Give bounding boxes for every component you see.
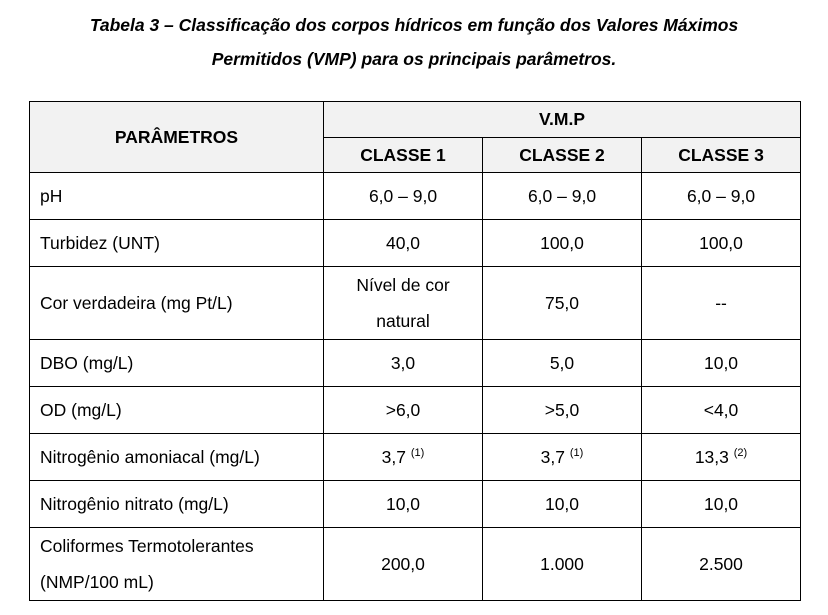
value-cell <box>642 434 801 481</box>
footnote-marker: (1) <box>410 447 425 459</box>
header-row-1 <box>30 102 801 138</box>
value-cell: 10,0 <box>642 340 801 387</box>
table-caption <box>0 8 828 76</box>
vmp-group-header: V.M.P <box>324 102 801 138</box>
value-cell: 200,0 <box>324 528 483 601</box>
value-cell: 5,0 <box>483 340 642 387</box>
value-cell: 40,0 <box>324 220 483 267</box>
table-row <box>30 434 801 481</box>
value-cell <box>324 434 483 481</box>
value-text: 3,7 <box>381 447 406 467</box>
param-cell: Turbidez (UNT) <box>30 220 324 267</box>
value-cell: 6,0 – 9,0 <box>483 173 642 220</box>
value-cell: >6,0 <box>324 387 483 434</box>
value-cell: 3,0 <box>324 340 483 387</box>
value-cell: 2.500 <box>642 528 801 601</box>
value-cell <box>324 267 483 340</box>
value-cell <box>483 434 642 481</box>
param-header: PARÂMETROS <box>30 102 324 173</box>
value-cell: 10,0 <box>642 481 801 528</box>
table-row <box>30 267 801 340</box>
value-cell: <4,0 <box>642 387 801 434</box>
param-cell: DBO (mg/L) <box>30 340 324 387</box>
class-2-header: CLASSE 2 <box>483 138 642 173</box>
class-1-header: CLASSE 1 <box>324 138 483 173</box>
value-cell: 100,0 <box>483 220 642 267</box>
value-text: 3,7 <box>540 447 565 467</box>
vmp-table <box>29 101 801 601</box>
footnote-marker: (2) <box>733 447 748 459</box>
table-row <box>30 528 801 601</box>
table-row <box>30 173 801 220</box>
table-row <box>30 481 801 528</box>
footnote-marker: (1) <box>569 447 584 459</box>
value-cell: 100,0 <box>642 220 801 267</box>
value-cell: 75,0 <box>483 267 642 340</box>
param-cell: OD (mg/L) <box>30 387 324 434</box>
param-cell: Coliformes Termotolerantes (NMP/100 mL) <box>30 528 324 601</box>
natural-color-text: Nível de cor natural <box>356 275 450 331</box>
value-cell: -- <box>642 267 801 340</box>
param-cell: Nitrogênio amoniacal (mg/L) <box>30 434 324 481</box>
value-cell: >5,0 <box>483 387 642 434</box>
table-row <box>30 340 801 387</box>
caption-line-2: Permitidos (VMP) para os principais parâmetros. <box>211 49 617 69</box>
table-row <box>30 220 801 267</box>
param-cell: pH <box>30 173 324 220</box>
param-cell: Nitrogênio nitrato (mg/L) <box>30 481 324 528</box>
param-cell: Cor verdadeira (mg Pt/L) <box>30 267 324 340</box>
table-row <box>30 387 801 434</box>
value-cell: 6,0 – 9,0 <box>324 173 483 220</box>
value-cell: 6,0 – 9,0 <box>642 173 801 220</box>
value-cell: 1.000 <box>483 528 642 601</box>
value-cell: 10,0 <box>324 481 483 528</box>
value-cell: 10,0 <box>483 481 642 528</box>
class-3-header: CLASSE 3 <box>642 138 801 173</box>
caption-line-1: Tabela 3 – Classificação dos corpos hídricos em função dos Valores Máximos <box>89 15 739 35</box>
value-text: 13,3 <box>694 447 729 467</box>
